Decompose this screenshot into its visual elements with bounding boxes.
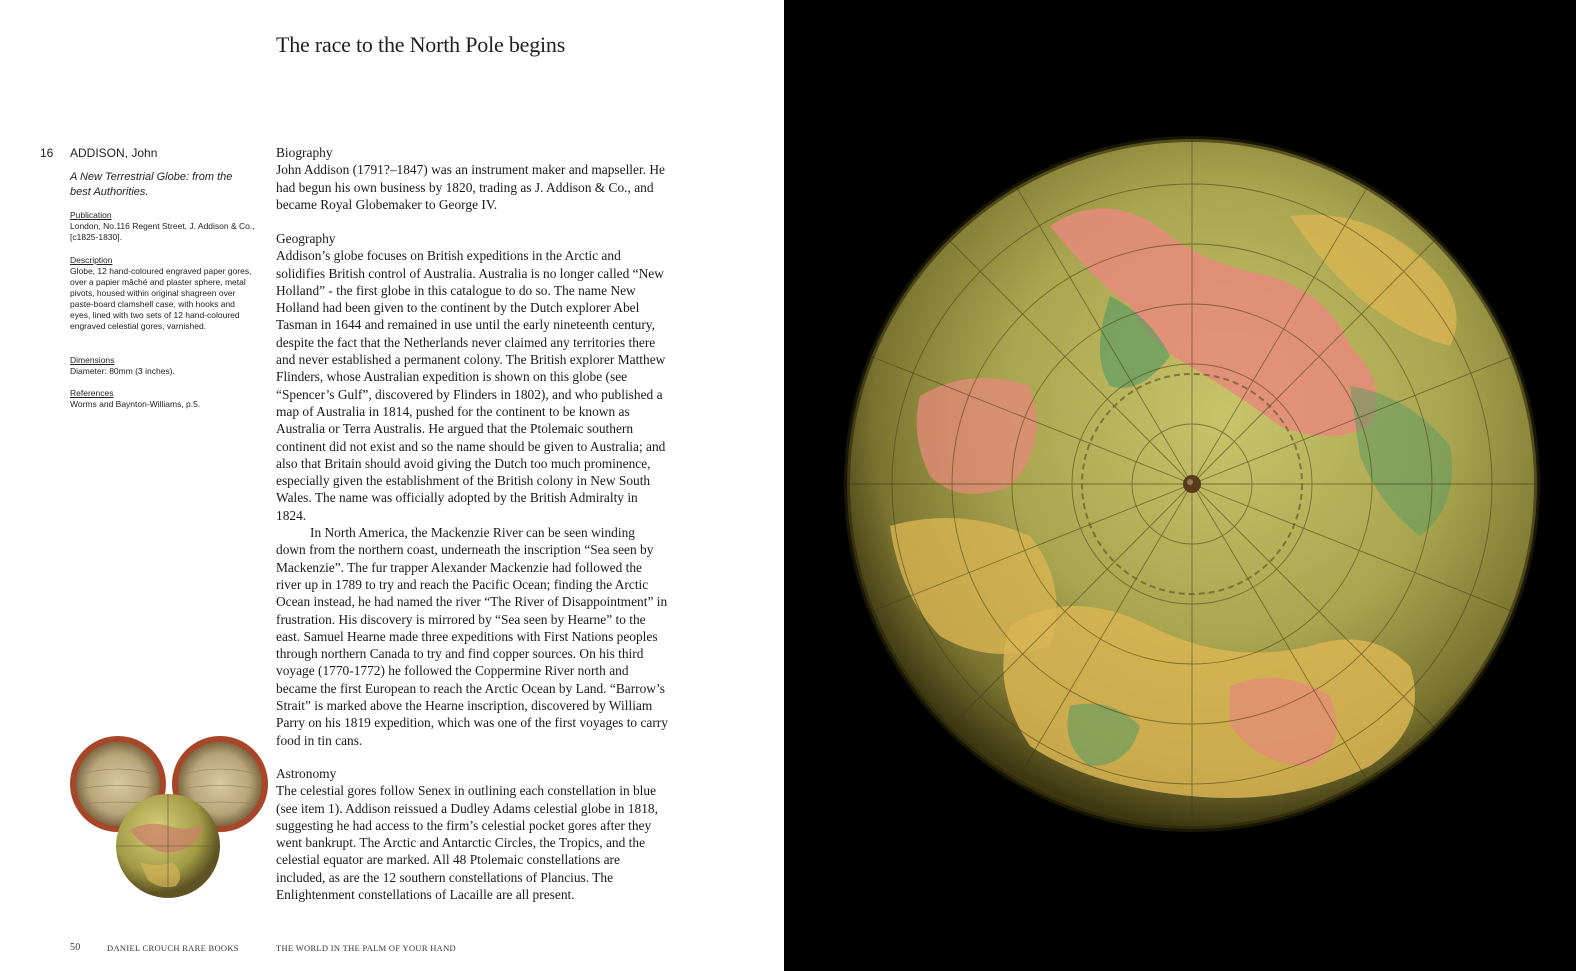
geography-text-2: In North America, the Mackenzie River can be seen winding down from the northern coast, underneath the inscription “Sea seen by Mackenzie”. The fur trapper Alexander Mackenzie had followed the river up in 1789 to try and reach the Pacific Ocean; finding the Arctic Ocean instead, he had named the river “The River of Disappointment” in frustration. His discovery is mirrored by “Sea seen by Hearne” to the east. Samuel Hearne made three expeditions with First Nations peoples through northern Canada to try and find copper sources. On his third voyage (1770-1772) he followed the Coppermine River north and became the first European to reach the Arctic Ocean by Land. “Barrow’s Strait” is marked above the Hearne inscription, discovered by William Parry on his 1819 expedition, which was one of the first voyages to carry food in tin cans. [276,525,668,748]
astronomy-heading: Astronomy [276,766,337,781]
geography-text-1: Addison’s globe focuses on British expeditions in the Arctic and solidifies British control of Australia. Australia is no longer called “New Holland” - the first globe in this catalogue to do so. The name New Holland had been given to the continent by the Dutch explorer Abel Tasman in 1644 and remained in use until the early nineteenth century, despite the fact that the Netherlands never claimed any territories there and never established a permanent colony. The British explorer Matthew Flinders, whose Australian expedition is shown on this globe (see “Spencer’s Gulf”, discovered by Flinders in 1802), and who published a map of Australia in 1814, pushed for the continent to be known as Australia or Terra Australis. He argued that the Ptolemaic southern continent did not exist and so the name should be given to Australia; and also that Britain should avoid giving the Dutch too much prominence, especially given the establishment of the British colony in New South Wales. The name was officially adopted by the British Admiralty in 1824. [276,248,666,523]
biography-heading: Biography [276,145,333,160]
page-title: The race to the North Pole begins [276,32,566,57]
left-page [0,0,784,971]
publication-block [70,210,255,243]
item-number: 16 [40,146,54,160]
right-page [784,0,1576,971]
description-text: Globe, 12 hand-coloured engraved paper gores, over a papier mâché and plaster sphere, metal pivots, housed within original shagreen over paste-board clamshell case, with hooks and eyes, lined with two sets of 12 hand-coloured engraved celestial gores, varnished. [70,266,252,331]
item-title: A New Terrestrial Globe: from the best Authorities. [70,171,233,198]
references-text: Worms and Baynton-Williams, p.5. [70,399,201,409]
biography-section [276,144,668,213]
footer-series-title: THE WORLD IN THE PALM OF YOUR HAND [276,943,456,953]
geography-heading: Geography [276,231,336,246]
publication-label: Publication [70,210,112,220]
dimensions-label: Dimensions [70,355,115,365]
footer-page-number: 50 [70,942,81,953]
terrestrial-globe-photo [810,66,1550,846]
references-block [70,388,255,410]
item-author: ADDISON, John [70,146,158,160]
globe-case-image [68,734,274,904]
references-label: References [70,388,114,398]
astronomy-text: The celestial gores follow Senex in outlining each constellation in blue (see item 1). Addison reissued a Dudley Adams celestial globe in 1818, suggesting he had access to the firm’s celestial pocket gores after they went bankrupt. The Arctic and Antarctic Circles, the Tropics, and the celestial equator are marked. All 48 Ptolemaic constellations are included, as are the 12 southern constellations of Plancius. The Enlightenment constellations of Lacaille are all present. [276,783,658,903]
description-block [70,255,255,332]
astronomy-section [276,765,668,903]
biography-text: John Addison (1791?–1847) was an instrument maker and mapseller. He had begun his own business by 1820, trading as J. Addison & Co., and became Royal Globemaker to George IV. [276,162,665,212]
geography-section [276,230,668,749]
dimensions-text: Diameter: 80mm (3 inches). [70,366,175,376]
dimensions-block [70,355,255,377]
description-label: Description [70,255,113,265]
footer-publisher: DANIEL CROUCH RARE BOOKS [107,943,239,953]
publication-text: London, No.116 Regent Street, J. Addison & Co., [c1825-1830]. [70,221,255,242]
globe-case-thumbnail [68,734,274,904]
